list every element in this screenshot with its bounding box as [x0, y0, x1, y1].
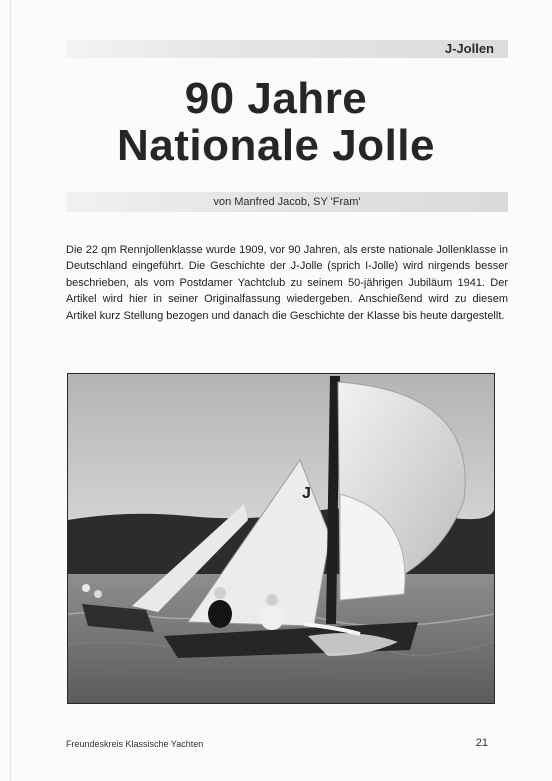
section-header-bar: [66, 40, 508, 58]
article-title-line2: Nationale Jolle: [116, 121, 436, 170]
article-byline: von Manfred Jacob, SY 'Fram': [213, 196, 361, 208]
footer-page-number: 21: [475, 737, 488, 749]
article-title-line1: 90 Jahre: [184, 74, 368, 123]
photo-illustration: [68, 374, 494, 703]
sailing-dinghy-photo: [67, 373, 495, 704]
article-intro: Die 22 qm Rennjollenklasse wurde 1909, vor 90 Jahren, als erste nationale Jollenklasse in Deutschland eingeführt. Die Geschichte der J-Jolle (sprich I-Jolle) wird nirgends besser beschrieben, als vom Postdamer Yachtclub zu seinem 50-jährigen Jubiläum 1941. Der Artikel wird hier in seiner Originalfassung wiedergeben. Anschießend wird zu diesem Artikel kurz Stellung bezogen und danach die Geschichte der Klasse bis heute dargestellt.: [66, 244, 508, 322]
sailor-two: [260, 606, 284, 630]
sail-mark: J: [302, 485, 311, 502]
footer-publisher: Freundeskreis Klassische Yachten: [66, 739, 204, 749]
sailor-one: [208, 600, 232, 628]
section-label: J-Jollen: [444, 41, 494, 56]
page-edge-line: [10, 0, 11, 781]
